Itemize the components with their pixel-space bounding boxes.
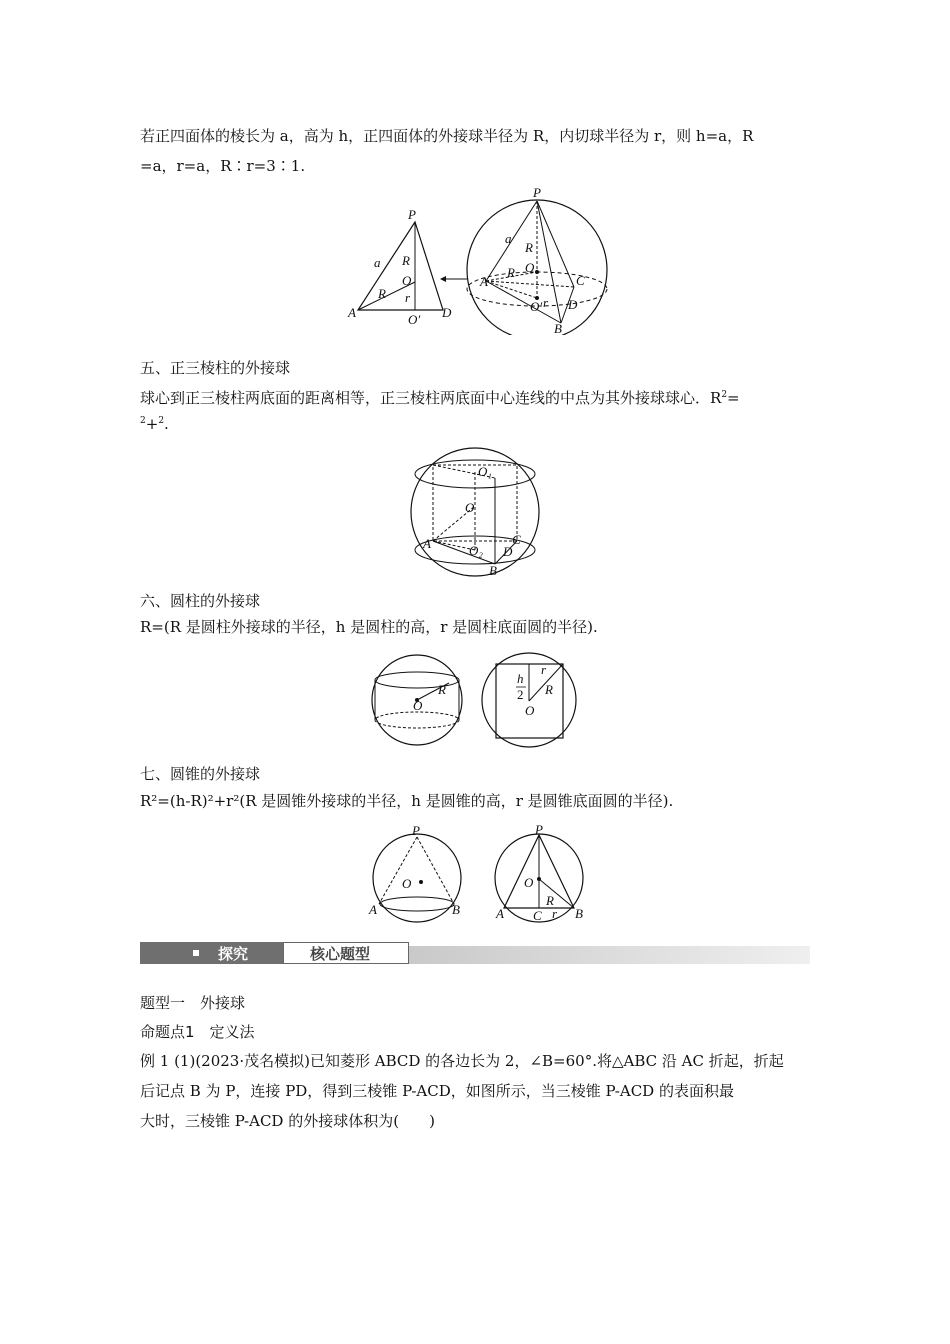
sphere-label-r2: R: [507, 265, 515, 280]
cone-section-label-o: O: [524, 875, 534, 890]
cone-section-label-b: B: [575, 906, 583, 921]
tetra-label-o: O: [402, 273, 412, 288]
cone-section-label-c: C: [533, 908, 542, 923]
prism-label-b: B: [489, 563, 497, 578]
explore-banner: [140, 942, 810, 966]
banner-label-explore: 探究: [218, 945, 249, 963]
intro-line-1: 若正四面体的棱长为 a，高为 h，正四面体的外接球半径为 R，内切球半径为 r，则 h=a，R: [140, 127, 754, 145]
tetra-label-d: D: [442, 305, 452, 320]
banner-square-icon: [193, 950, 199, 956]
prism-label-o2: O₂: [469, 543, 483, 558]
prism-label-o: O: [465, 500, 475, 515]
cyl-section-label-rr: R: [545, 682, 553, 697]
section-5-text-1: 球心到正三棱柱两底面的距离相等，正三棱柱两底面中心连线的中点为其外接球球心．$R^2=$: [140, 389, 740, 407]
problem-type-heading: 题型一 外接球: [140, 994, 246, 1012]
prism-sphere-figure: [405, 444, 545, 580]
banner-label-core: 核心题型: [310, 945, 371, 963]
prism-label-c: C: [512, 532, 521, 547]
cone-section-label-a: A: [496, 906, 504, 921]
sphere-label-c: C: [576, 273, 585, 288]
sphere-label-a-vertex: A: [480, 274, 488, 289]
cone-label-a: A: [369, 902, 377, 917]
section-5-heading: 五、正三棱柱的外接球: [140, 359, 291, 377]
cone-section-label-r: R: [546, 893, 554, 908]
banner-dark-block: [140, 942, 283, 964]
cone-label-o: O: [402, 876, 412, 891]
tetra-label-p: P: [408, 207, 416, 222]
section-5-text-2: $^2$+$^2$.: [140, 415, 169, 433]
section-6-heading: 六、圆柱的外接球: [140, 592, 261, 610]
cone-label-b: B: [452, 902, 460, 917]
sphere-label-r1: R: [525, 240, 533, 255]
section-7-text-1: R²=(h-R)²+r²(R 是圆锥外接球的半径，h 是圆锥的高，r 是圆锥底面圆的半径).: [140, 792, 674, 810]
cyl-section-label-2: 2: [517, 687, 524, 702]
cone-label-p: P: [412, 823, 420, 838]
cyl-section-label-o: O: [525, 703, 535, 718]
sphere-label-b: B: [554, 321, 562, 335]
sphere-label-r: r: [543, 295, 549, 310]
cone-section-label-r-small: r: [552, 906, 558, 921]
tetra-label-o-prime: O′: [408, 312, 421, 327]
cyl-label-r: R: [438, 682, 446, 697]
intro-line-2: =a，r=a，R∶r=3∶1.: [140, 157, 306, 175]
tetra-label-a: a: [374, 255, 381, 270]
sphere-label-d: D: [568, 297, 578, 312]
prism-label-o1: O₁: [478, 464, 492, 479]
sphere-label-o: O: [525, 260, 535, 275]
tetrahedron-figure: [340, 185, 620, 335]
cyl-label-o: O: [413, 698, 423, 713]
sphere-label-a: a: [505, 231, 512, 246]
sphere-label-p: P: [533, 185, 541, 200]
cyl-section-label-h: h: [517, 671, 524, 686]
tetra-label-a-vertex: A: [348, 305, 356, 320]
prism-label-d: D: [503, 544, 513, 559]
prism-label-a: A: [423, 536, 431, 551]
cone-sphere-figure: [365, 822, 595, 926]
cyl-section-label-r: r: [541, 662, 547, 677]
problem-line-1: 例 1 (1)(2023·茂名模拟)已知菱形 ABCD 的各边长为 2，∠B=60°.将△ABC 沿 AC 折起，折起: [140, 1052, 784, 1070]
tetra-label-r: r: [405, 290, 411, 305]
problem-line-3: 大时，三棱锥 P-ACD 的外接球体积为( ): [140, 1112, 435, 1130]
sphere-label-o-prime: O′: [530, 299, 543, 314]
problem-point-heading: 命题点1 定义法: [140, 1023, 255, 1041]
problem-line-2: 后记点 B 为 P，连接 PD，得到三棱锥 P-ACD，如图所示，当三棱锥 P-ACD 的表面积最: [140, 1082, 734, 1100]
tetra-label-r1: R: [402, 253, 410, 268]
section-6-text-1: R=(R 是圆柱外接球的半径，h 是圆柱的高，r 是圆柱底面圆的半径).: [140, 618, 598, 636]
cylinder-sphere-figure: [365, 650, 585, 750]
cone-section-label-p: P: [535, 822, 543, 837]
tetra-label-r2: R: [378, 286, 386, 301]
section-7-heading: 七、圆锥的外接球: [140, 765, 261, 783]
